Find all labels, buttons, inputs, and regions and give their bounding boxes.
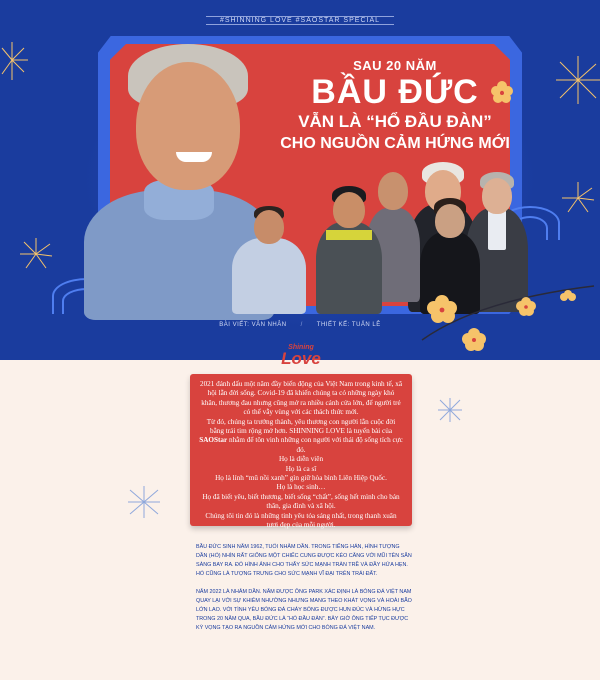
- firework-right-small-icon: [560, 180, 596, 216]
- intro-paragraph: Họ đã biết yêu, biết thương, biết sống “chất”, sống hết mình cho bản thân, gia đình và xã hội.: [202, 492, 400, 511]
- firework-left-icon: [0, 30, 40, 90]
- article-paragraph-2: NĂM 2022 LÀ NHÂM DẦN. NĂM ĐƯỢC ÔNG PARK XÁC ĐỊNH LÀ BÓNG ĐÁ VIỆT NAM QUAY LẠI VỚI SỰ KHIÊM NHƯỜNG NHƯNG MANG THEO KHÁT VỌNG VÀ HOÀI BÃO LỚN LAO. VỚI TÌNH YÊU BÓNG ĐÁ CHÁY BỎNG ĐƯỢC HUN ĐÚC VÀ HỪNG HỰC TRONG 20 NĂM QUA, BẦU ĐỨC LÀ “HỔ ĐẦU ĐÀN”. BÂY GIỜ ÔNG TIẾP TỤC ĐƯỢC KỲ VỌNG TẠO RA NGUỒN CẢM HỨNG MỚI CHO BÓNG ĐÁ VIỆT NAM.: [196, 589, 412, 631]
- title-line-1: SAU 20 NĂM: [353, 58, 437, 73]
- credit-author: BÀI VIẾT: VÂN NHÂN: [219, 322, 287, 328]
- hero-title: [270, 58, 520, 155]
- firework-left-small-icon: [18, 236, 54, 272]
- intro-line: Họ là lính “mũ nồi xanh” gìn giữ hòa bình Liên Hiệp Quốc.: [215, 474, 387, 483]
- intro-paragraph: Chúng tôi tin đó là những tinh yêu tỏa sáng nhất, trong thanh xuân tươi đẹp của mỗi người.: [205, 511, 397, 530]
- title-line-4: CHO NGUỒN CẢM HỨNG MỚI: [280, 135, 510, 152]
- intro-line: Họ là học sinh…: [276, 483, 326, 492]
- intro-line: Họ là diễn viên: [278, 455, 324, 464]
- title-line-3: VẪN LÀ “HỔ ĐẦU ĐÀN”: [298, 112, 492, 131]
- title-line-2: BẦU ĐỨC: [311, 73, 479, 111]
- intro-box: [190, 374, 412, 530]
- intro-line: Họ là ca sĩ: [285, 464, 317, 473]
- firework-cream-left-icon: [126, 484, 162, 520]
- firework-cream-right-icon: [436, 396, 464, 424]
- intro-paragraph: Từ đó, chúng ta trưởng thành, yêu thương con người lẫn cuộc đời bằng trái tim rộng mở hơn. SHINNING LOVE là tuyến bài của SAOStar nhằm để tôn vinh những con người với thái độ sống tích cực đó.: [199, 417, 403, 454]
- article-paragraph-1: BẦU ĐỨC SINH NĂM 1962, TUỔI NHÂM DẦN. TRONG TIẾNG HÁN, HÌNH TƯỢNG DẦN (HỔ) NHÌN RẤT GIỐNG MỘT CHIẾC CUNG ĐƯỢC KÉO CĂNG VỚI MŨI TÊN SẴN SÀNG BAY RA. ĐÓ HÌNH ẢNH CHO THẤY SỨC MẠNH TRÀN TRỀ VÀ ĐẦY HỨA HẸN. HỔ CŨNG LÀ TƯỢNG TRƯNG CHO SỨC MẠNH VĨ ĐẠI TRÊN TRÁI ĐẤT.: [196, 544, 412, 577]
- apricot-flower-icon: [418, 280, 598, 360]
- intro-paragraph: 2021 đánh dấu một năm đầy biến động của Việt Nam trong kinh tế, xã hội lẫn đời sống. Covid-19 đã khiến chúng ta có những ngày khó khăn, thương đau nhưng cũng mở ra nhiều cánh cửa lớn, để người trẻ có thể vẫy vùng với các thách thức mới.: [199, 380, 403, 417]
- shining-love-logo: Shining Love: [281, 344, 321, 368]
- credits: BÀI VIẾT: VÂN NHÂN / THIẾT KẾ: TUẤN LÊ: [219, 322, 381, 328]
- tagline: #SHINNING LOVE #SAOSTAR SPECIAL: [0, 17, 600, 24]
- portrait-player: [316, 186, 382, 314]
- credit-design: THIẾT KẾ: TUẤN LÊ: [316, 322, 381, 328]
- portrait-young-duc: [232, 206, 306, 314]
- firework-right-icon: [548, 40, 600, 120]
